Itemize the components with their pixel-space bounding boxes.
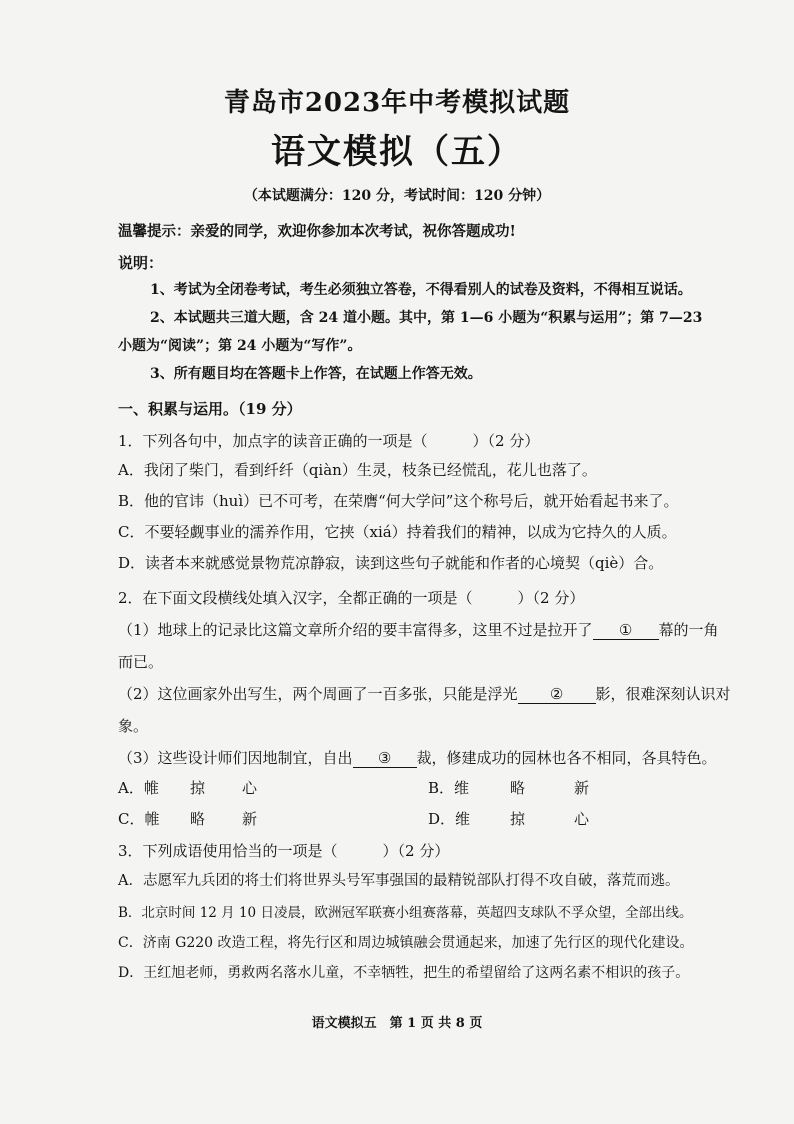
q1-option-c: C．不要轻觑事业的濡养作用，它挟（xiá）持着我们的精神，以成为它持久的人质。	[118, 523, 677, 541]
notice-tip: 温馨提示：亲爱的同学，欢迎你参加本次考试，祝你答题成功!	[118, 223, 516, 240]
section-heading: 一、积累与运用。（19 分）	[118, 400, 302, 418]
q2-sentence-2: （2）这位画家外出写生，两个周画了一百多张，只能是浮光 ② 影，很难深刻认识对	[118, 685, 731, 703]
exam-subtitle: （本试题满分：120 分，考试时间：120 分钟）	[243, 188, 551, 204]
q2-stem: 2．在下面文段横线处填入汉字，全都正确的一项是（ ）（2 分）	[118, 589, 585, 607]
q2-option-c: C．帷 略 新	[118, 810, 258, 828]
q3-option-b: B．北京时间 12 月 10 日凌晨，欧洲冠军联赛小组赛落幕，英超四支球队不孚众望，全部出线。	[118, 905, 693, 921]
q1-stem: 1．下列各句中，加点字的读音正确的一项是（ ）（2 分）	[118, 432, 540, 450]
q1-option-d: D．读者本来就感觉景物荒凉静寂，读到这些句子就能和作者的心境契（qiè）合。	[118, 554, 664, 572]
notice-item-2b: 小题为“阅读”；第 24 小题为“写作”。	[118, 338, 362, 354]
notice-item-2a: 2、本试题共三道大题，含 24 道小题。其中，第 1—6 小题为“积累与运用”；第 7—23	[150, 310, 703, 326]
q2-sentence-1: （1）地球上的记录比这篇文章所介绍的要丰富得多，这里不过是拉开了 ① 幕的一角	[118, 621, 719, 639]
q2-option-d: D．维 掠 心	[428, 810, 590, 828]
q3-stem: 3．下列成语使用恰当的一项是（ ）（2 分）	[118, 842, 450, 860]
q2-option-b: B．维 略 新	[428, 779, 590, 797]
q2-blank-2: ②	[518, 685, 596, 704]
q2-option-a: A．帷 掠 心	[118, 779, 258, 797]
q3-option-a: A．志愿军九兵团的将士们将世界头号军事强国的最精锐部队打得不攻自破，落荒而逃。	[118, 873, 680, 889]
q2-sentence-3: （3）这些设计师们因地制宜，自出 ③ 裁，修建成功的园林也各不相同，各具特色。	[118, 749, 717, 767]
exam-title: 青岛市2023年中考模拟试题	[223, 88, 571, 118]
q2-sentence-2-end: 象。	[118, 717, 149, 735]
q3-option-c: C．济南 G220 改造工程，将先行区和周边城镇融会贯通起来，加速了先行区的现代化建设。	[118, 935, 694, 951]
q1-option-b: B．他的官讳（huì）已不可考，在荣膺“何大学问”这个称号后，就开始看起书来了。	[118, 492, 679, 510]
q1-option-a: A．我闭了柴门，看到纤纤（qiàn）生灵，枝条已经慌乱，花儿也落了。	[118, 461, 597, 479]
q2-blank-3: ③	[353, 749, 417, 768]
q2-blank-1: ①	[593, 621, 659, 640]
paper-title: 语文模拟（五）	[271, 132, 523, 172]
q2-sentence-1-end: 而已。	[118, 653, 164, 671]
notice-explain-label: 说明：	[118, 254, 164, 272]
notice-item-3: 3、所有题目均在答题卡上作答，在试题上作答无效。	[150, 366, 482, 382]
q3-option-d: D．王红旭老师，勇救两名落水儿童，不幸牺牲，把生的希望留给了这两名素不相识的孩子。	[118, 965, 690, 981]
notice-item-1: 1、考试为全闭卷考试，考生必须独立答卷，不得看别人的试卷及资料，不得相互说话。	[150, 282, 692, 298]
page-footer: 语文模拟五 第 1 页 共 8 页	[311, 1016, 483, 1031]
